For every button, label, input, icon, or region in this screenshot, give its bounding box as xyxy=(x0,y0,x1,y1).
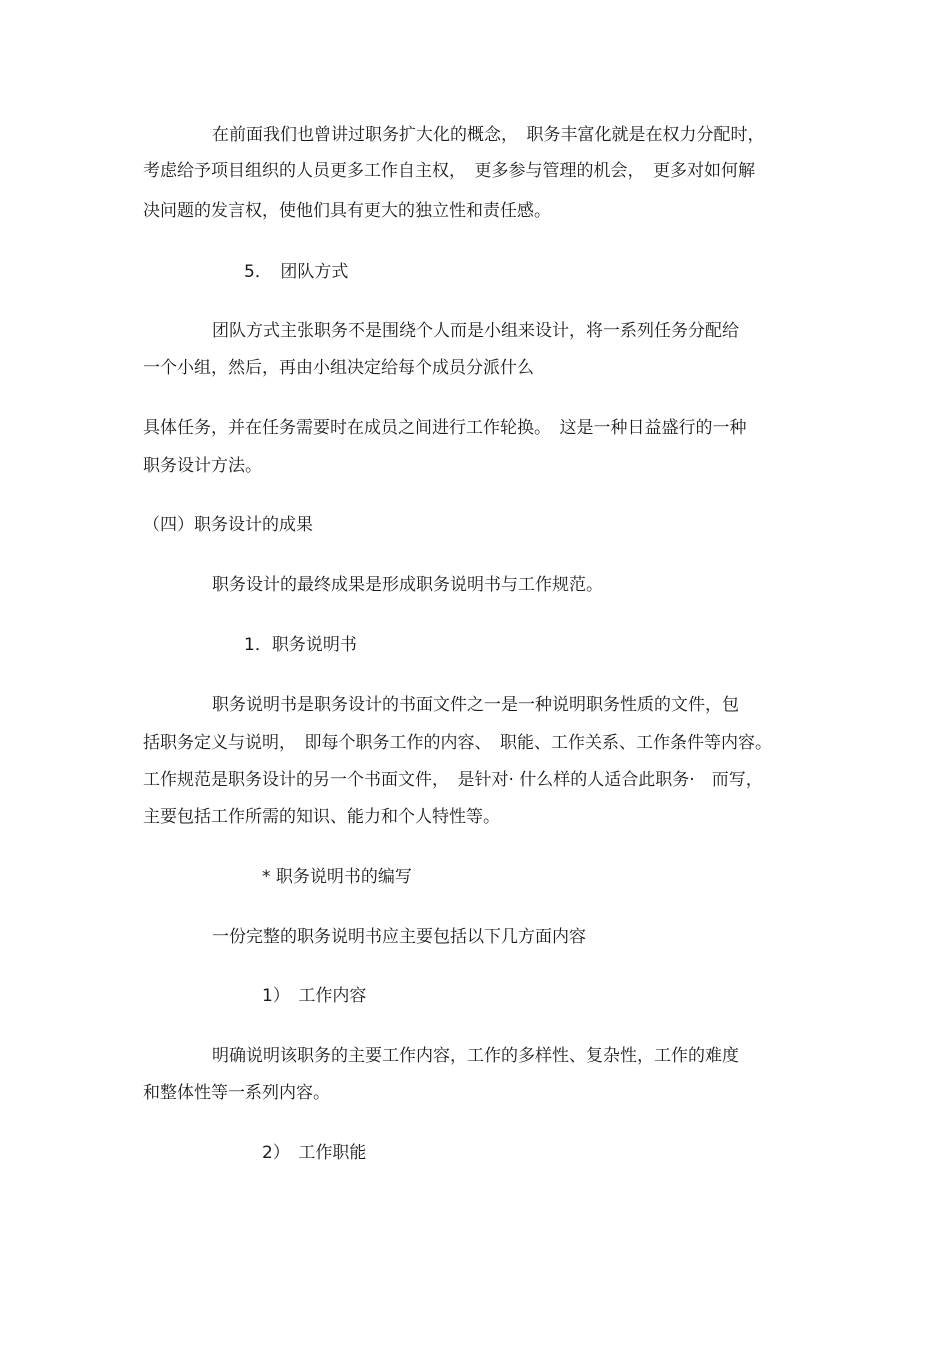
text-line: 职务设计的最终成果是形成职务说明书与工作规范。 xyxy=(212,575,603,595)
text-line: 明确说明该职务的主要工作内容，工作的多样性、复杂性，工作的难度 xyxy=(212,1046,739,1066)
text-line: 在前面我们也曾讲过职务扩大化的概念， 职务丰富化就是在权力分配时， xyxy=(212,125,765,145)
text-line: 一个小组，然后，再由小组决定给每个成员分派什么 xyxy=(143,358,534,378)
text-line: 职务设计方法。 xyxy=(143,456,262,476)
section-heading: 5． 团队方式 xyxy=(244,262,349,282)
text-line: 括职务定义与说明， 即每个职务工作的内容、 职能、工作关系、工作条件等内容。 xyxy=(143,733,772,753)
text-line: 团队方式主张职务不是围绕个人而是小组来设计，将一系列任务分配给 xyxy=(212,321,739,341)
text-line: 一份完整的职务说明书应主要包括以下几方面内容 xyxy=(212,927,586,947)
section-heading: * 职务说明书的编写 xyxy=(262,867,412,887)
text-line: 考虑给予项目组织的人员更多工作自主权， 更多参与管理的机会， 更多对如何解 xyxy=(143,161,755,181)
section-heading: 2） 工作职能 xyxy=(262,1143,367,1163)
text-line: 工作规范是职务设计的另一个书面文件， 是针对· 什么样的人适合此职务· 而写， xyxy=(143,770,763,790)
section-heading: 1） 工作内容 xyxy=(262,986,367,1006)
text-line: 具体任务，并在任务需要时在成员之间进行工作轮换。 这是一种日益盛行的一种 xyxy=(143,418,747,438)
text-line: 主要包括工作所需的知识、能力和个人特性等。 xyxy=(143,807,500,827)
section-heading: （四）职务设计的成果 xyxy=(143,515,313,535)
text-line: 职务说明书是职务设计的书面文件之一是一种说明职务性质的文件，包 xyxy=(212,695,739,715)
text-line: 决问题的发言权，使他们具有更大的独立性和责任感。 xyxy=(143,201,551,221)
section-heading: 1．职务说明书 xyxy=(244,635,357,655)
text-line: 和整体性等一系列内容。 xyxy=(143,1083,330,1103)
